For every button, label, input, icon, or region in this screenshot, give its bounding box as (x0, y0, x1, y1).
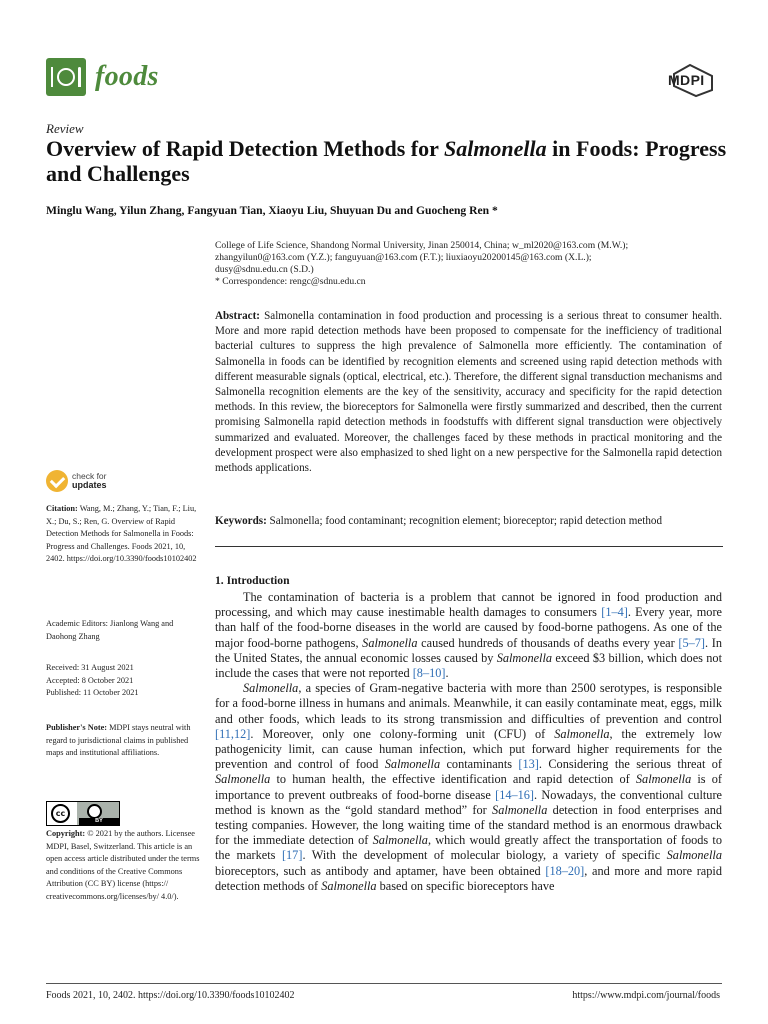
check-for-updates-button[interactable]: check for updates (46, 470, 107, 492)
citation: Citation: Wang, M.; Zhang, Y.; Tian, F.; Liu, X.; Du, S.; Ren, G. Overview of Rapid Detection Methods for Salmonella in Foods: Progress and Challenges. Foods 2021, 10, 2402. https://doi.org/10.3390/foods10102402 (46, 504, 197, 564)
person-icon (87, 804, 102, 819)
section-heading: 1. Introduction (215, 574, 290, 587)
affiliation: College of Life Science, Shandong Normal University, Jinan 250014, China; w_ml2020@163.com (M.W.); zhangyilun0@163.com (Y.Z.); fanguyuan@163.com (F.T.); liuxiaoyu20200145@163.com (X.L.); dusy@sdnu.edu.cn (S.D.) * Correspondence: rengc@sdnu.edu.cn (215, 240, 629, 287)
publication-dates (46, 662, 204, 700)
plate-icon (46, 58, 86, 96)
introduction-text: The contamination of bacteria is a problem that cannot be ignored in food production and processing, and which may cause inestimable health damages to consumers [1–4]. Every year, more than half of the food-borne diseases in the world are caused by food-borne pathogens. As one of the major food-borne pathogens, Salmonella caused hundreds of thousands of deaths every year [5–7]. In the United States, the annual economic losses caused by Salmonella exceed $3 billion, which does not include the cases that were not reported [8–10]. Salmonella, a species of Gram-negative bacteria with more than 2500 serotypes, is responsible for a food-borne illness in humans and animals. Meanwhile, it can easily contaminate meat, eggs, milk and other foods, which leads to its strong transmission and difficulties of prevention and control [11,12]. Moreover, only one colony-forming unit (CFU) of Salmonella, the extremely low pathogenicity limit, can cause human infection, which put forward higher requirements for the prevention and control of food Salmonella contaminants [13]. Considering the serious threat of Salmonella to human health, the effective identification and rapid detection of Salmonella is of importance to prevent outbreaks of food-borne disease [14–16]. Nowadays, the conventional culture method is known as the “gold standard method” for Salmonella detection in food enterprises and testing companies. However, the long waiting time of the standard method is an enormous drawback for the immediate detection of Salmonella, which would greatly affect the transportation of foods to the markets [17]. With the development of molecular biology, a variety of specific Salmonella bioreceptors, such as antibody and aptamer, have been obtained [18–20], and more and more rapid detection methods of Salmonella based on specific bioreceptors have (215, 590, 723, 893)
checkmark-icon (46, 470, 68, 492)
article-title: Overview of Rapid Detection Methods for Salmonella in Foods: Progress and Challenges (46, 136, 727, 186)
article-type: Review (46, 121, 84, 136)
divider (215, 546, 723, 547)
journal-name: foods (95, 61, 159, 92)
footer-divider (46, 983, 722, 984)
abstract-text: Salmonella contamination in food production and processing is a serious threat to consumer health. More and more rapid detection methods have been proposed to compensate for the inefficiency of traditional bacterial cultures to suppress the high prevalence of Salmonella more efficiently. The contamination of Salmonella in foods can be identified by recognition elements and screened using rapid detection methods with different measurable signals (optical, electrical, etc.). Therefore, the different signal transduction mechanisms and Salmonella recognition elements are the key of the sensitivity, accuracy and specificity for the rapid detection methods. In this review, the bioreceptors for Salmonella were firstly summarized and described, then the current promising Salmonella rapid detection methods in foodstuffs with different signal transduction were objectively summarized and evaluated. Moreover, the challenges faced by these methods in practical monitoring and the development prospect were also emphasized to shed light on a new perspective for the Salmonella rapid detection methods applications. (215, 310, 722, 475)
published-date: Published: 11 October 2021 (46, 688, 139, 698)
keywords: Keywords: Salmonella; food contaminant; recognition element; bioreceptor; rapid detection method (215, 515, 663, 527)
author-list: Minglu Wang, Yilun Zhang, Fangyuan Tian, Xiaoyu Liu, Shuyuan Du and Guocheng Ren * (46, 204, 498, 217)
journal-url-link[interactable]: https://www.mdpi.com/journal/foods (572, 990, 720, 1001)
received-date: Received: 31 August 2021 (46, 663, 134, 672)
academic-editors: Academic Editors: Jianlong Wang and Daohong Zhang (46, 619, 174, 641)
journal-logo[interactable] (46, 58, 159, 96)
publisher-note: Publisher's Note: MDPI stays neutral with regard to jurisdictional claims in published maps and institutional affiliations. (46, 723, 191, 758)
abstract: Abstract: Salmonella contamination in food production and processing is a serious threat to consumer health. More and more rapid detection methods have been proposed to compensate for the inefficiency of traditional bacterial cultures to suppress the high prevalence of Salmonella more efficiently. The contamination of Salmonella in foods can be identified by recognition elements and screened using rapid detection methods with different measurable signals (optical, electrical, etc.). Therefore, the different signal transduction mechanisms and Salmonella recognition elements are the key of the sensitivity, accuracy and specificity for the rapid detection methods. In this review, the bioreceptors for Salmonella were firstly summarized and described, then the current promising Salmonella rapid detection methods in foodstuffs with different signal transduction were objectively summarized and evaluated. Moreover, the challenges faced by these methods in practical monitoring and the development prospect were also emphasized to shed light on a new perspective for the Salmonella rapid detection methods applications. (215, 310, 722, 475)
cc-by-license-badge[interactable]: cc BY (46, 801, 120, 826)
copyright: Copyright: © 2021 by the authors. Licensee MDPI, Basel, Switzerland. This article is an open access article distributed under the terms and conditions of the Creative Commons Attribution (CC BY) license (https:// creativecommons.org/licenses/by/ 4.0/). (46, 829, 200, 901)
cc-icon: cc (51, 804, 70, 823)
footer-citation: Foods 2021, 10, 2402. https://doi.org/10.3390/foods10102402 (46, 990, 295, 1001)
publisher-name: MDPI (668, 72, 705, 88)
accepted-date: Accepted: 8 October 2021 (46, 675, 134, 685)
